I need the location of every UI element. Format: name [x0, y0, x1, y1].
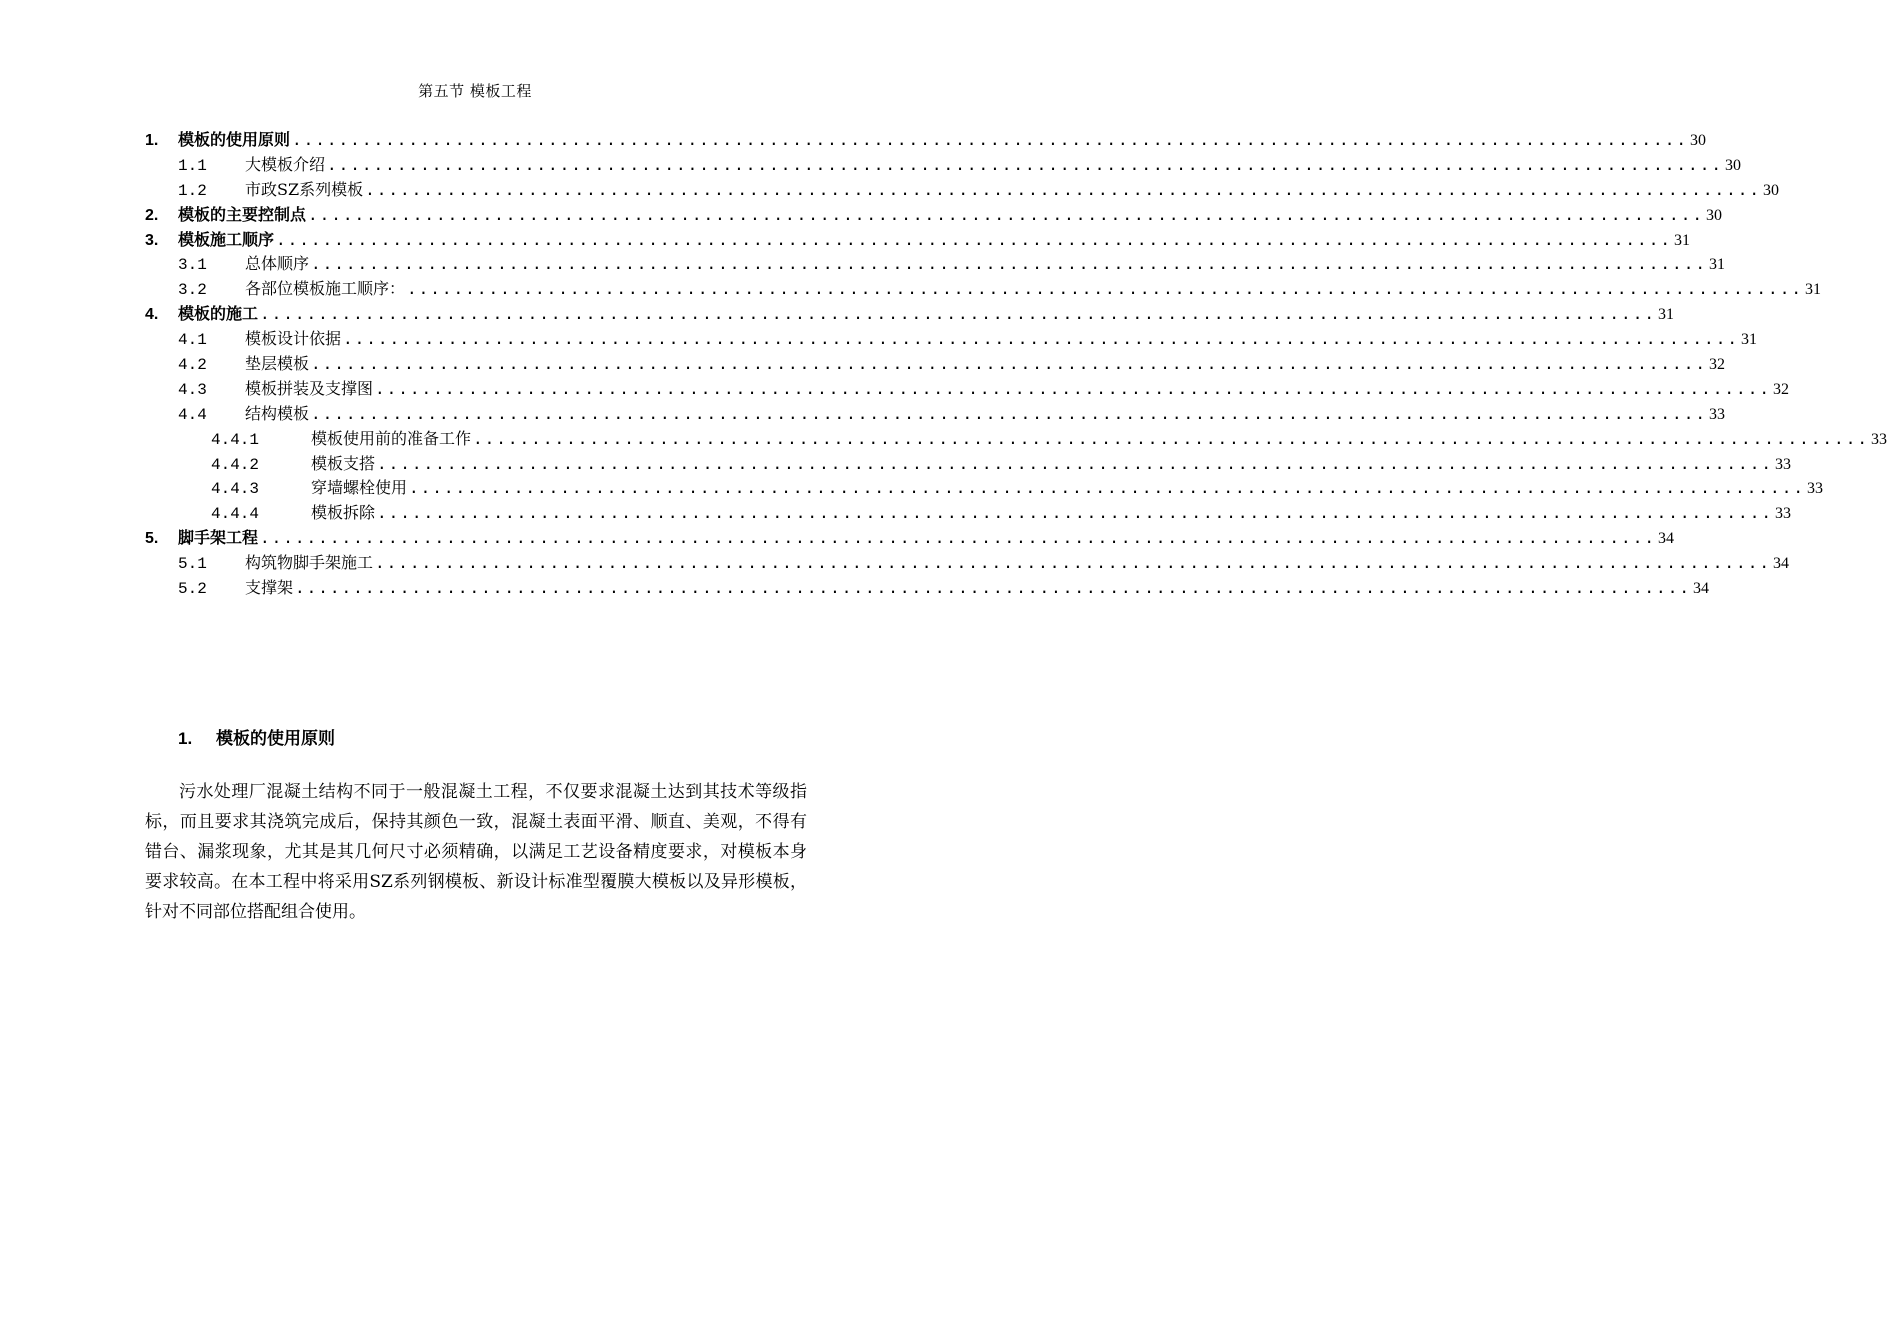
body-paragraph: 污水处理厂混凝土结构不同于一般混凝土工程，不仅要求混凝土达到其技术等级指标，而且要求其浇筑完成后，保持其颜色一致，混凝土表面平滑、顺直、美观，不得有错台、漏浆现象，尤其是其几何尺寸必须精确，以满足工艺设备精度要求，对模板本身要求较高。在本工程中将采用SZ系列钢模板、新设计标准型覆膜大模板以及异形模板，针对不同部位搭配组合使用。	[145, 782, 807, 922]
toc-title: 模板的使用原则	[178, 130, 291, 149]
toc-title: 模板的主要控制点	[178, 204, 307, 224]
toc-title: 支撑架	[245, 578, 294, 598]
toc-number: 4.4.4	[211, 505, 260, 524]
toc-number: 1.1	[178, 156, 207, 175]
toc-leader: ........................................................................................................................	[295, 578, 1691, 598]
toc-leader: ........................................................................................................................	[365, 179, 1762, 199]
toc-entry-1[interactable]	[145, 128, 1706, 153]
toc-title: 总体顺序	[245, 254, 310, 274]
toc-page: 31	[1740, 331, 1757, 349]
toc-leader: ........................................................................................................................	[276, 229, 1672, 249]
toc-entry-4[interactable]	[145, 302, 1674, 327]
toc-leader: ........................................................................................................................	[260, 528, 1656, 548]
toc-entry-3[interactable]	[145, 228, 1690, 253]
toc-title: 模板拼装及支撑图	[245, 378, 374, 398]
toc-page: 34	[1657, 530, 1674, 548]
toc-entry-4-4-2[interactable]	[145, 452, 1791, 477]
section-heading	[178, 724, 335, 749]
toc-page: 32	[1708, 356, 1725, 374]
toc-title: 模板施工顺序	[178, 229, 275, 249]
section-number: 1.	[178, 729, 193, 748]
toc-title: 模板使用前的准备工作	[311, 428, 472, 448]
toc-entry-3-2[interactable]	[145, 277, 1821, 302]
toc-number: 4.4	[178, 405, 207, 424]
toc-leader: ........................................................................................................................	[409, 478, 1805, 498]
toc-leader: ........................................................................................................................	[343, 329, 1739, 349]
toc-page: 30	[1689, 132, 1706, 149]
toc-number: 4.4.3	[211, 480, 260, 499]
toc-number: 1.	[145, 132, 159, 149]
toc-page: 34	[1772, 555, 1789, 573]
toc-entry-5[interactable]	[145, 526, 1674, 551]
toc-entry-4-2[interactable]	[145, 352, 1725, 377]
toc-number: 5.2	[178, 580, 207, 599]
toc-page: 33	[1774, 505, 1791, 523]
toc-page: 31	[1673, 231, 1690, 249]
toc-leader: ........................................................................................................................	[327, 154, 1723, 174]
toc-entry-4-3[interactable]	[145, 377, 1789, 402]
toc-number: 3.	[145, 231, 159, 249]
toc-leader: ........................................................................................................................	[260, 304, 1656, 324]
toc-page: 33	[1774, 455, 1791, 473]
toc-page: 31	[1804, 281, 1821, 299]
toc-title: 大模板介绍	[245, 154, 326, 174]
toc-page: 30	[1724, 156, 1741, 174]
toc-entry-3-1[interactable]	[145, 252, 1725, 277]
toc-leader: ........................................................................................................................	[292, 130, 1688, 149]
toc-title: 垫层模板	[245, 354, 310, 374]
toc-title: 模板的施工	[178, 304, 259, 324]
toc-entry-4-4[interactable]	[145, 402, 1725, 427]
toc-page: 34	[1692, 580, 1709, 598]
toc-entry-1-1[interactable]	[145, 153, 1741, 178]
toc-title: 模板支搭	[311, 453, 376, 473]
toc-page: 33	[1708, 405, 1725, 423]
toc-number: 4.4.2	[211, 455, 260, 474]
toc-leader: ........................................................................................................................	[311, 354, 1707, 374]
toc-entry-4-4-3[interactable]	[145, 476, 1823, 501]
toc-number: 3.1	[178, 256, 207, 275]
toc-title: 结构模板	[245, 403, 310, 423]
toc-leader: ........................................................................................................................	[407, 279, 1803, 299]
toc-page: 30	[1705, 206, 1722, 224]
toc-number: 4.	[145, 306, 159, 324]
toc-number: 5.	[145, 530, 159, 548]
toc-number: 2.	[145, 206, 159, 224]
toc-title: 市政SZ系列模板	[245, 179, 364, 199]
toc-page: 31	[1708, 256, 1725, 274]
toc-page: 33	[1870, 430, 1887, 448]
toc-number: 1.2	[178, 181, 207, 200]
toc-leader: ........................................................................................................................	[473, 428, 1869, 448]
toc-title: 各部位模板施工顺序：	[245, 279, 406, 299]
toc-title: 模板设计依据	[245, 329, 342, 349]
toc-number: 4.3	[178, 380, 207, 399]
toc-number: 5.1	[178, 555, 207, 574]
toc-number: 4.1	[178, 331, 207, 350]
toc-title: 脚手架工程	[178, 528, 259, 548]
toc-entry-4-1[interactable]	[145, 327, 1757, 352]
toc-number: 4.2	[178, 356, 207, 375]
toc-entry-4-4-1[interactable]	[145, 427, 1887, 452]
toc-page: 30	[1763, 181, 1780, 199]
table-of-contents	[145, 128, 1887, 601]
toc-entry-4-4-4[interactable]	[145, 501, 1791, 526]
toc-page: 33	[1806, 480, 1823, 498]
toc-page: 32	[1772, 380, 1789, 398]
section-title: 模板的使用原则	[216, 729, 335, 749]
toc-page: 31	[1657, 306, 1674, 324]
toc-leader: ........................................................................................................................	[311, 403, 1707, 423]
toc-number: 3.2	[178, 281, 207, 300]
toc-leader: ........................................................................................................................	[375, 378, 1771, 398]
toc-number: 4.4.1	[211, 430, 260, 449]
toc-entry-5-1[interactable]	[145, 551, 1789, 576]
toc-leader: ........................................................................................................................	[311, 254, 1707, 274]
toc-title: 构筑物脚手架施工	[245, 553, 374, 573]
toc-title: 穿墙螺栓使用	[311, 478, 408, 498]
page-header: 第五节 模板工程	[418, 82, 532, 100]
toc-entry-5-2[interactable]	[145, 576, 1709, 601]
toc-leader: ........................................................................................................................	[375, 553, 1771, 573]
toc-title: 模板拆除	[311, 503, 376, 523]
toc-leader: ........................................................................................................................	[377, 453, 1773, 473]
toc-leader: ........................................................................................................................	[308, 204, 1704, 224]
toc-leader: ........................................................................................................................	[377, 503, 1773, 523]
toc-entry-1-2[interactable]	[145, 178, 1780, 203]
toc-entry-2[interactable]	[145, 203, 1722, 228]
